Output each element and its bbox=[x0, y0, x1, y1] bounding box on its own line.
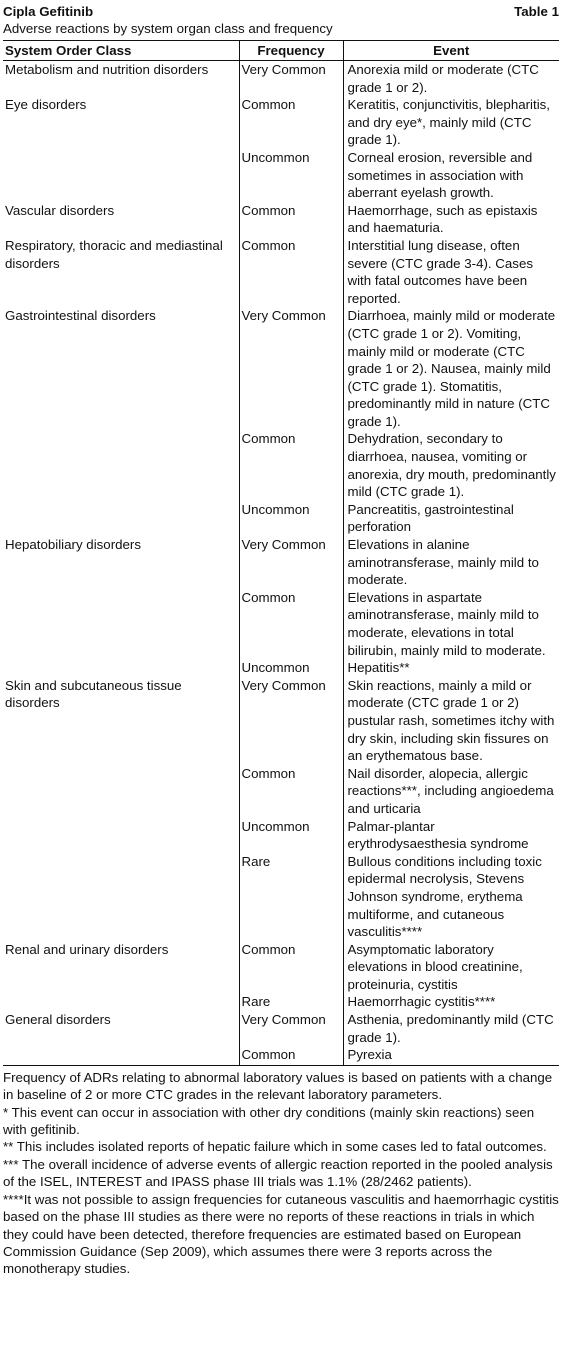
event-cell: Bullous conditions including toxic epidermal necrolysis, Stevens Johnson syndrome, erythema multiforme, and cutaneous vasculitis**** bbox=[343, 853, 559, 941]
system-organ-class-cell: Renal and urinary disorders bbox=[5, 941, 169, 957]
frequency-cell: Very Common bbox=[239, 307, 343, 430]
event-cell: Haemorrhagic cystitis**** bbox=[343, 993, 559, 1011]
system-organ-class-cell bbox=[3, 149, 239, 202]
frequency-cell: Very Common bbox=[239, 1011, 343, 1046]
frequency-cell: Common bbox=[239, 765, 343, 818]
frequency-cell: Very Common bbox=[239, 61, 343, 97]
adverse-reactions-table bbox=[3, 40, 559, 1066]
system-organ-class-cell bbox=[3, 659, 239, 677]
frequency-cell: Very Common bbox=[239, 536, 343, 589]
document-title: Cipla Gefitinib bbox=[3, 4, 94, 19]
event-cell: Nail disorder, alopecia, allergic reactions***, including angioedema and urticaria bbox=[343, 765, 559, 818]
event-cell: Pyrexia bbox=[343, 1046, 559, 1065]
frequency-cell: Uncommon bbox=[239, 501, 343, 536]
header-row bbox=[3, 3, 559, 20]
table-row bbox=[3, 818, 559, 853]
footnotes bbox=[3, 1069, 559, 1278]
system-organ-class-cell bbox=[3, 853, 239, 941]
table-row bbox=[3, 237, 559, 307]
frequency-cell: Common bbox=[239, 1046, 343, 1065]
event-cell: Anorexia mild or moderate (CTC grade 1 or 2). bbox=[343, 61, 559, 97]
event-cell: Asthenia, predominantly mild (CTC grade 1). bbox=[343, 1011, 559, 1046]
system-organ-class-cell: Respiratory, thoracic and mediastinal disorders bbox=[5, 237, 223, 271]
table-row bbox=[3, 307, 559, 430]
system-organ-class-cell bbox=[3, 818, 239, 853]
table-row bbox=[3, 853, 559, 941]
system-organ-class-cell: Vascular disorders bbox=[5, 202, 115, 218]
system-organ-class-cell bbox=[3, 589, 239, 659]
table-row bbox=[3, 501, 559, 536]
event-cell: Keratitis, conjunctivitis, blepharitis, and dry eye*, mainly mild (CTC grade 1). bbox=[343, 96, 559, 149]
table-row bbox=[3, 993, 559, 1011]
table-row bbox=[3, 536, 559, 589]
event-cell: Haemorrhage, such as epistaxis and haematuria. bbox=[343, 202, 559, 237]
event-cell: Palmar-plantar erythrodysaesthesia syndrome bbox=[343, 818, 559, 853]
table-caption: Adverse reactions by system organ class and frequency bbox=[3, 21, 333, 36]
event-cell: Elevations in aspartate aminotransferase, mainly mild to moderate, elevations in total bilirubin, mainly mild to moderate. bbox=[343, 589, 559, 659]
footnote: Frequency of ADRs relating to abnormal laboratory values is based on patients with a change in baseline of 2 or more CTC grades in the relevant laboratory parameters. bbox=[3, 1069, 553, 1103]
system-organ-class-cell: Metabolism and nutrition disorders bbox=[5, 62, 209, 77]
event-cell: Interstitial lung disease, often severe (CTC grade 3-4). Cases with fatal outcomes have been reported. bbox=[343, 237, 559, 307]
table-row bbox=[3, 202, 559, 237]
table-row bbox=[3, 765, 559, 818]
table-label: Table 1 bbox=[514, 4, 559, 19]
system-organ-class-cell bbox=[3, 1046, 239, 1065]
footnote: ** This includes isolated reports of hepatic failure which in some cases led to fatal outcomes. bbox=[3, 1139, 547, 1155]
frequency-cell: Rare bbox=[239, 853, 343, 941]
frequency-cell: Common bbox=[239, 237, 343, 307]
table-row bbox=[3, 430, 559, 500]
column-header-frequency: Frequency bbox=[239, 41, 343, 61]
footnote: ****It was not possible to assign frequencies for cutaneous vasculitis and haemorrhagic cystitis based on the phase III studies as there were no reports of these reactions in trials in which they could have been detected, therefore frequencies are estimated based on European Commission Guidance (Sep 2009), which assumes there were 3 reports across the monotherapy studies. bbox=[3, 1191, 559, 1277]
event-cell: Pancreatitis, gastrointestinal perforation bbox=[343, 501, 559, 536]
frequency-cell: Rare bbox=[239, 993, 343, 1011]
table-row bbox=[3, 61, 559, 97]
column-header-event: Event bbox=[343, 41, 559, 61]
table-row bbox=[3, 1046, 559, 1065]
footnote: *** The overall incidence of adverse events of allergic reaction reported in the pooled analysis of the ISEL, INTEREST and IPASS phase III trials was 1.1% (28/2462 patients). bbox=[3, 1156, 553, 1190]
system-organ-class-cell: Skin and subcutaneous tissue disorders bbox=[5, 677, 182, 711]
event-cell: Elevations in alanine aminotransferase, mainly mild to moderate. bbox=[343, 536, 559, 589]
system-organ-class-cell bbox=[3, 993, 239, 1011]
event-cell: Hepatitis** bbox=[343, 659, 559, 677]
frequency-cell: Common bbox=[239, 430, 343, 500]
frequency-cell: Uncommon bbox=[239, 149, 343, 202]
frequency-cell: Common bbox=[239, 96, 343, 149]
table-row bbox=[3, 941, 559, 994]
table-row bbox=[3, 1011, 559, 1046]
system-organ-class-cell: Hepatobiliary disorders bbox=[5, 537, 141, 553]
table-row bbox=[3, 149, 559, 202]
table-row bbox=[3, 659, 559, 677]
system-organ-class-cell: Gastrointestinal disorders bbox=[5, 308, 156, 324]
system-organ-class-cell bbox=[3, 430, 239, 500]
event-cell: Skin reactions, mainly a mild or moderate (CTC grade 1 or 2) pustular rash, sometimes itchy with dry skin, including skin fissures on an erythematous base. bbox=[343, 677, 559, 765]
table-row bbox=[3, 96, 559, 149]
table-body bbox=[3, 61, 559, 1066]
frequency-cell: Very Common bbox=[239, 677, 343, 765]
table-row bbox=[3, 589, 559, 659]
event-cell: Diarrhoea, mainly mild or moderate (CTC grade 1 or 2). Vomiting, mainly mild or moderate (CTC grade 1 or 2). Nausea, mainly mild (CTC grade 1). Stomatitis, predominantly mild in nature (CTC grade 1). bbox=[343, 307, 559, 430]
event-cell: Corneal erosion, reversible and sometimes in association with aberrant eyelash growth. bbox=[343, 149, 559, 202]
column-header-system-order-class: System Order Class bbox=[3, 41, 239, 61]
system-organ-class-cell bbox=[3, 501, 239, 536]
system-organ-class-cell: General disorders bbox=[5, 1012, 111, 1028]
frequency-cell: Uncommon bbox=[239, 818, 343, 853]
footnote: * This event can occur in association with other dry conditions (mainly skin reactions) seen with gefitinib. bbox=[3, 1104, 535, 1138]
frequency-cell: Common bbox=[239, 941, 343, 994]
table-header-row bbox=[3, 41, 559, 61]
frequency-cell: Uncommon bbox=[239, 659, 343, 677]
system-organ-class-cell bbox=[3, 765, 239, 818]
event-cell: Dehydration, secondary to diarrhoea, nausea, vomiting or anorexia, dry mouth, predominantly mild (CTC grade 1). bbox=[343, 430, 559, 500]
table-row bbox=[3, 677, 559, 765]
event-cell: Asymptomatic laboratory elevations in blood creatinine, proteinuria, cystitis bbox=[343, 941, 559, 994]
frequency-cell: Common bbox=[239, 589, 343, 659]
frequency-cell: Common bbox=[239, 202, 343, 237]
system-organ-class-cell: Eye disorders bbox=[5, 97, 87, 113]
